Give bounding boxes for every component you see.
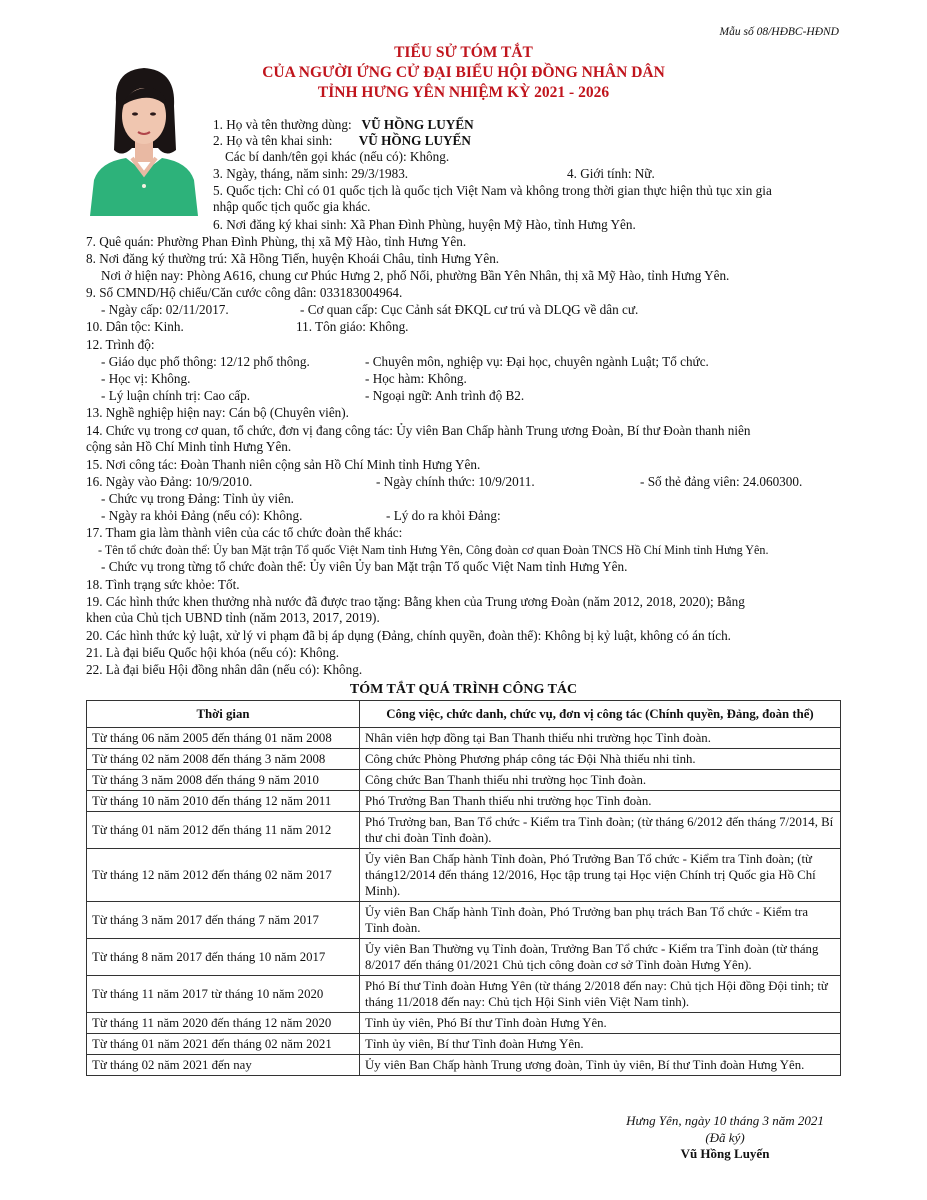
- field-religion: 11. Tôn giáo: Không.: [296, 319, 409, 334]
- work-cell: Nhân viên hợp đồng tại Ban Thanh thiếu nhi trường học Tỉnh đoàn.: [360, 728, 841, 749]
- table-row: [87, 1055, 841, 1076]
- period-cell: Từ tháng 10 năm 2010 đến tháng 12 năm 2011: [87, 791, 360, 812]
- field-label: 2. Họ và tên khai sinh:: [213, 133, 333, 148]
- work-cell: Ủy viên Ban Thường vụ Tỉnh đoàn, Trưởng Ban Tổ chức - Kiểm tra Tỉnh đoàn (từ tháng 8/2017 đến tháng 01/2021 Chủ tịch công đoàn cơ sở Tỉnh đoàn Hưng Yên).: [360, 939, 841, 976]
- field-position-cont: cộng sản Hồ Chí Minh tỉnh Hưng Yên.: [86, 439, 292, 454]
- period-cell: Từ tháng 01 năm 2012 đến tháng 11 năm 2012: [87, 812, 360, 849]
- period-cell: Từ tháng 3 năm 2017 đến tháng 7 năm 2017: [87, 902, 360, 939]
- table-row: [87, 976, 841, 1013]
- period-cell: Từ tháng 01 năm 2021 đến tháng 02 năm 2021: [87, 1034, 360, 1055]
- field-general-education: - Giáo dục phổ thông: 12/12 phổ thông.: [101, 354, 310, 369]
- period-cell: Từ tháng 12 năm 2012 đến tháng 02 năm 2017: [87, 849, 360, 902]
- field-qualifications: 12. Trình độ:: [86, 337, 155, 352]
- candidate-common-name: VŨ HỒNG LUYẾN: [361, 117, 474, 132]
- work-cell: Phó Trưởng Ban Thanh thiếu nhi trường học Tỉnh đoàn.: [360, 791, 841, 812]
- work-cell: Phó Bí thư Tỉnh đoàn Hưng Yên (từ tháng 2/2018 đến nay: Chủ tịch Hội đồng Đội tỉnh; từ tháng 11/2018 đến nay: Chủ tịch Hội Sinh viên Việt Nam tỉnh).: [360, 976, 841, 1013]
- work-cell: Ủy viên Ban Chấp hành Trung ương đoàn, Tỉnh ủy viên, Bí thư Tỉnh đoàn Hưng Yên.: [360, 1055, 841, 1076]
- field-permanent-residence: 8. Nơi đăng ký thường trú: Xã Hồng Tiến, huyện Khoái Châu, tỉnh Hưng Yên.: [86, 251, 500, 266]
- field-peoples-council: 22. Là đại biểu Hội đồng nhân dân (nếu có): Không.: [86, 662, 363, 677]
- field-party-leave-reason: - Lý do ra khỏi Đảng:: [386, 508, 501, 523]
- signature-place-date: Hưng Yên, ngày 10 tháng 3 năm 2021: [626, 1113, 824, 1128]
- work-history-title: TÓM TẮT QUÁ TRÌNH CÔNG TÁC: [349, 682, 578, 697]
- period-cell: Từ tháng 06 năm 2005 đến tháng 01 năm 2008: [87, 728, 360, 749]
- table-row: [87, 770, 841, 791]
- field-occupation: 13. Nghề nghiệp hiện nay: Cán bộ (Chuyên viên).: [86, 405, 349, 420]
- field-id-number: 9. Số CMND/Hộ chiếu/Căn cước công dân: 033183004964.: [86, 285, 403, 300]
- field-organization-roles: - Chức vụ trong từng tổ chức đoàn thể: Ủy viên Ủy ban Mặt trận Tổ quốc Việt Nam tỉnh Hưng Yên.: [101, 559, 628, 574]
- field-party-leave-date: - Ngày ra khỏi Đảng (nếu có): Không.: [101, 508, 303, 523]
- field-academic-title: - Học hàm: Không.: [365, 371, 467, 386]
- field-ethnicity: 10. Dân tộc: Kinh.: [86, 319, 184, 334]
- field-party-role: - Chức vụ trong Đảng: Tỉnh ủy viên.: [101, 491, 294, 506]
- work-cell: Công chức Ban Thanh thiếu nhi trường học Tỉnh đoàn.: [360, 770, 841, 791]
- field-birth-registration: 6. Nơi đăng ký khai sinh: Xã Phan Đình Phùng, huyện Mỹ Hào, tỉnh Hưng Yên.: [213, 217, 636, 232]
- field-party-join-date: 16. Ngày vào Đảng: 10/9/2010.: [86, 474, 253, 489]
- field-nationality: 5. Quốc tịch: Chỉ có 01 quốc tịch là quốc tịch Việt Nam và không trong thời gian thực hiện thủ tục xin gia: [213, 183, 772, 198]
- signature-name: Vũ Hồng Luyến: [680, 1146, 770, 1161]
- table-row: [87, 791, 841, 812]
- field-academic-degree: - Học vị: Không.: [101, 371, 191, 386]
- table-row: [87, 812, 841, 849]
- field-organization-names: - Tên tổ chức đoàn thể: Ủy ban Mặt trận Tổ quốc Việt Nam tỉnh Hưng Yên, Công đoàn cơ quan Đoàn TNCS Hồ Chí Minh tỉnh Hưng Yên.: [98, 543, 769, 557]
- period-cell: Từ tháng 11 năm 2017 từ tháng 10 năm 2020: [87, 976, 360, 1013]
- work-cell: Phó Trưởng ban, Ban Tổ chức - Kiểm tra Tỉnh đoàn; (từ tháng 6/2012 đến tháng 7/2014, Bí thư chi đoàn Tỉnh đoàn).: [360, 812, 841, 849]
- field-party-official-date: - Ngày chính thức: 10/9/2011.: [376, 474, 535, 489]
- field-awards: 19. Các hình thức khen thưởng nhà nước đã được trao tặng: Bằng khen của Trung ương Đoàn (năm 2012, 2018, 2020); Bằng: [86, 594, 745, 609]
- table-row: [87, 849, 841, 902]
- field-id-issuing-agency: - Cơ quan cấp: Cục Cảnh sát ĐKQL cư trú và DLQG về dân cư.: [300, 302, 639, 317]
- period-cell: Từ tháng 02 năm 2021 đến nay: [87, 1055, 360, 1076]
- period-cell: Từ tháng 3 năm 2008 đến tháng 9 năm 2010: [87, 770, 360, 791]
- field-common-name: [213, 117, 474, 133]
- work-cell: Ủy viên Ban Chấp hành Tỉnh đoàn, Phó Trưởng Ban Tổ chức - Kiểm tra Tỉnh đoàn; (từ tháng12/2014 đến tháng 12/2016, Học tập trung tại Học viện Chính trị Quốc gia Hồ Chí Minh).: [360, 849, 841, 902]
- document-title-line-1: TIỂU SỬ TÓM TẮT: [394, 44, 533, 61]
- field-foreign-language: - Ngoại ngữ: Anh trình độ B2.: [365, 388, 525, 403]
- table-row: [87, 1034, 841, 1055]
- field-nationality-cont: nhập quốc tịch quốc gia khác.: [213, 199, 371, 214]
- period-cell: Từ tháng 11 năm 2020 đến tháng 12 năm 2020: [87, 1013, 360, 1034]
- field-workplace: 15. Nơi công tác: Đoàn Thanh niên cộng sản Hồ Chí Minh tỉnh Hưng Yên.: [86, 457, 481, 472]
- field-awards-cont: khen của Chủ tịch UBND tỉnh (năm 2013, 2017, 2019).: [86, 610, 380, 625]
- field-id-issue-date: - Ngày cấp: 02/11/2017.: [101, 302, 229, 317]
- table-row: [87, 902, 841, 939]
- field-birth-name: [213, 133, 471, 149]
- period-cell: Từ tháng 8 năm 2017 đến tháng 10 năm 2017: [87, 939, 360, 976]
- form-number: Mẫu số 08/HĐBC-HĐND: [719, 26, 839, 38]
- field-label: 1. Họ và tên thường dùng:: [213, 117, 352, 132]
- work-cell: Ủy viên Ban Chấp hành Tỉnh đoàn, Phó Trưởng ban phụ trách Ban Tổ chức - Kiểm tra Tỉnh đoàn.: [360, 902, 841, 939]
- field-political-theory: - Lý luận chính trị: Cao cấp.: [101, 388, 251, 403]
- field-gender: 4. Giới tính: Nữ.: [567, 166, 655, 181]
- field-national-assembly: 21. Là đại biểu Quốc hội khóa (nếu có): Không.: [86, 645, 340, 660]
- portrait-illustration: [86, 62, 202, 216]
- field-health: 18. Tình trạng sức khỏe: Tốt.: [86, 577, 240, 592]
- work-history-table: [86, 700, 841, 1076]
- work-cell: Công chức Phòng Phương pháp công tác Đội Nhà thiếu nhi tỉnh.: [360, 749, 841, 770]
- work-cell: Tỉnh ủy viên, Phó Bí thư Tỉnh đoàn Hưng Yên.: [360, 1013, 841, 1034]
- field-party-card: - Số thẻ đảng viên: 24.060300.: [640, 474, 803, 489]
- candidate-birth-name: VŨ HỒNG LUYẾN: [358, 133, 471, 148]
- signature-signed-note: (Đã ký): [705, 1130, 745, 1145]
- column-header-work: Công việc, chức danh, chức vụ, đơn vị công tác (Chính quyền, Đảng, đoàn thể): [360, 701, 841, 728]
- table-row: [87, 939, 841, 976]
- field-specialization: - Chuyên môn, nghiệp vụ: Đại học, chuyên ngành Luật; Tổ chức.: [365, 354, 709, 369]
- portrait-photo: [86, 62, 202, 216]
- column-header-period: Thời gian: [87, 701, 360, 728]
- document-title-line-2: CỦA NGƯỜI ỨNG CỬ ĐẠI BIỂU HỘI ĐỒNG NHÂN DÂN: [262, 64, 665, 81]
- field-hometown: 7. Quê quán: Phường Phan Đình Phùng, thị xã Mỹ Hào, tỉnh Hưng Yên.: [86, 234, 467, 249]
- table-row: [87, 728, 841, 749]
- table-header-row: [87, 701, 841, 728]
- table-row: [87, 749, 841, 770]
- field-position: 14. Chức vụ trong cơ quan, tổ chức, đơn vị đang công tác: Ủy viên Ban Chấp hành Trung ương Đoàn, Bí thư Đoàn thanh niên: [86, 423, 751, 438]
- field-current-residence: Nơi ở hiện nay: Phòng A616, chung cư Phúc Hưng 2, phố Nối, phường Bần Yên Nhân, thị xã Mỹ Hào, tỉnh Hưng Yên.: [101, 268, 730, 283]
- field-birth-date: 3. Ngày, tháng, năm sinh: 29/3/1983.: [213, 166, 409, 181]
- field-aliases: Các bí danh/tên gọi khác (nếu có): Không.: [225, 149, 450, 164]
- document-title-line-3: TỈNH HƯNG YÊN NHIỆM KỲ 2021 - 2026: [317, 84, 610, 101]
- table-row: [87, 1013, 841, 1034]
- field-organizations: 17. Tham gia làm thành viên của các tổ chức đoàn thể khác:: [86, 525, 403, 540]
- work-cell: Tỉnh ủy viên, Bí thư Tỉnh đoàn Hưng Yên.: [360, 1034, 841, 1055]
- period-cell: Từ tháng 02 năm 2008 đến tháng 3 năm 2008: [87, 749, 360, 770]
- field-discipline: 20. Các hình thức kỷ luật, xử lý vi phạm đã bị áp dụng (Đảng, chính quyền, đoàn thể): Không bị kỷ luật, không có án tích.: [86, 628, 731, 643]
